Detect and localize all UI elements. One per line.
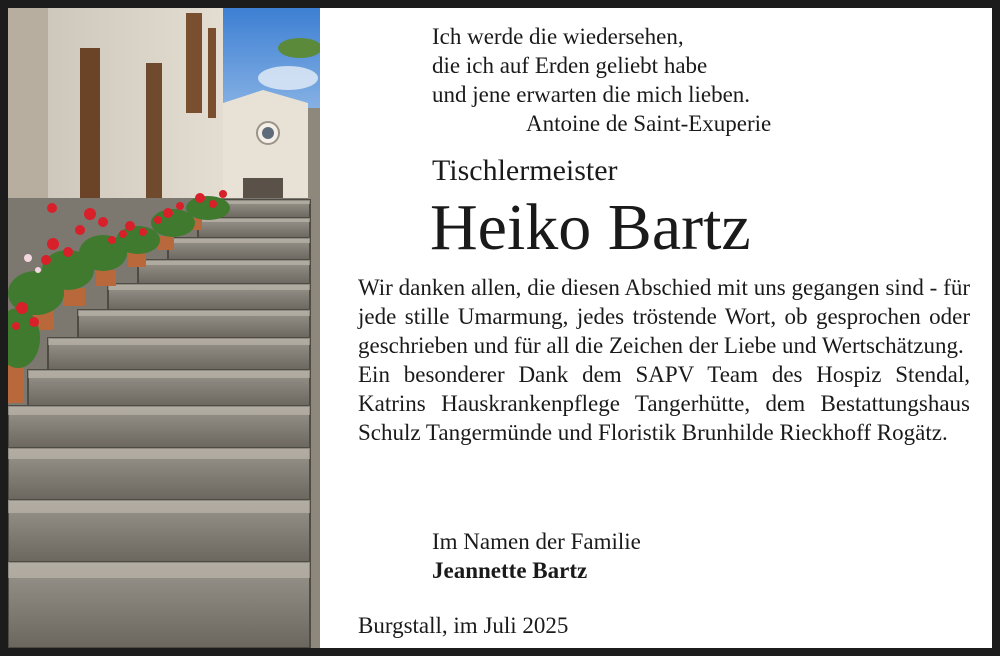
thanks-paragraph: Wir danken allen, die diesen Abschied mit uns gegangen sind - für jede stille Umarmung, jedes tröstende Wort, ob gesprochen oder geschrieben und für all die Zeichen der Liebe und Wertschätzung. xyxy=(358,275,970,358)
poem-line: die ich auf Erden geliebt habe xyxy=(432,53,708,78)
deceased-name: Heiko Bartz xyxy=(430,191,751,264)
thanks-text xyxy=(358,273,970,447)
stairs-illustration xyxy=(8,8,320,648)
thanks-paragraph: Ein besonderer Dank dem SAPV Team des Hospiz Stendal, Katrins Hauskrankenpflege Tangerhütte, dem Bestattungshaus Schulz Tangermünde und Floristik Brunhilde Rieckhoff Rogätz. xyxy=(358,362,970,445)
stairs-photo xyxy=(8,8,320,648)
poem-author: Antoine de Saint-Exuperie xyxy=(526,111,772,136)
family-intro: Im Namen der Familie xyxy=(432,529,641,554)
place-date: Burgstall, im Juli 2025 xyxy=(358,613,569,638)
deceased-profession: Tischlermeister xyxy=(432,154,618,187)
poem xyxy=(432,22,771,138)
poem-line: Ich werde die wiedersehen, xyxy=(432,24,684,49)
signer-name: Jeannette Bartz xyxy=(432,558,588,583)
poem-line: und jene erwarten die mich lieben. xyxy=(432,82,751,107)
family-signature xyxy=(432,527,641,585)
